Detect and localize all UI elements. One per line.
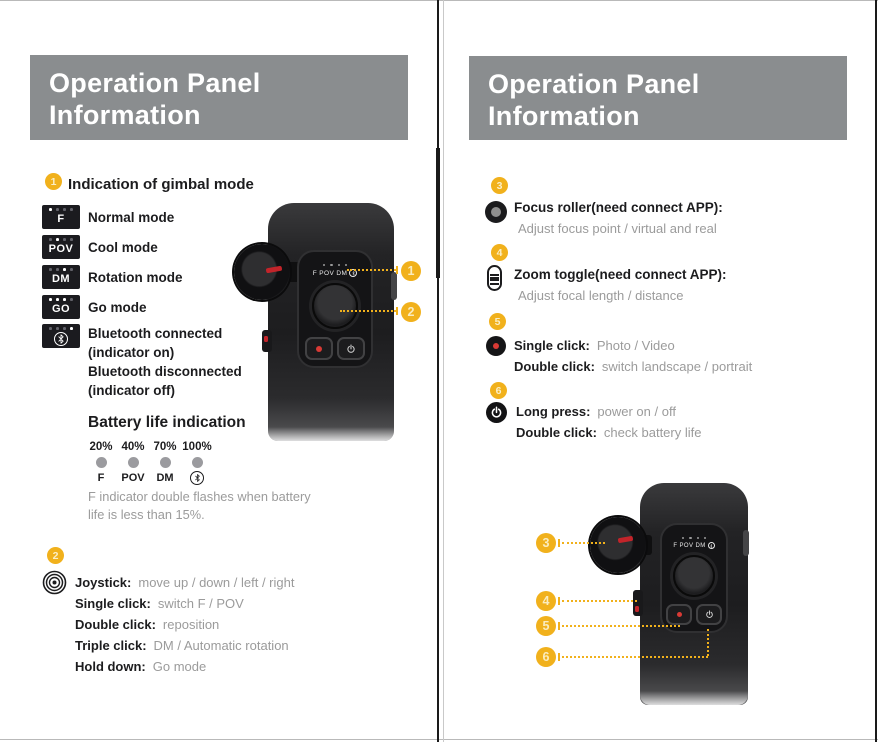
mode-indicator-dots — [49, 208, 73, 211]
record-button — [666, 604, 692, 625]
zoom-toggle-icon — [487, 265, 502, 291]
mode-label: Go mode — [88, 300, 147, 315]
mode-key: F — [57, 212, 65, 225]
battery-bluetooth-label — [181, 471, 213, 484]
callout-line-2 — [340, 310, 396, 312]
bluetooth-line: Bluetooth disconnected — [88, 364, 242, 379]
panel-buttons — [666, 604, 722, 625]
row-label: Single click: — [75, 596, 151, 611]
shutter-row — [514, 359, 752, 374]
row-label: Single click: — [514, 338, 590, 353]
focus-roller-title: Focus roller(need connect APP): — [514, 200, 723, 215]
panel-indicator-dots — [682, 537, 707, 539]
section-5-badge: 5 — [489, 313, 506, 330]
joystick-control — [673, 555, 715, 597]
page-divider — [437, 0, 439, 742]
roller-red-mark — [266, 266, 283, 274]
page-right — [442, 0, 878, 742]
mode-label: Rotation mode — [88, 270, 183, 285]
row-label: Double click: — [516, 425, 597, 440]
gimbal-side-tab — [743, 530, 749, 556]
focus-roller-wheel — [590, 517, 646, 573]
mode-go-icon — [42, 295, 80, 319]
callout-circle-4: 4 — [536, 591, 556, 611]
callout-circle-1: 1 — [401, 261, 421, 281]
row-value: Photo / Video — [596, 338, 675, 353]
mode-label: Normal mode — [88, 210, 175, 225]
bluetooth-line: (indicator off) — [88, 383, 175, 398]
trigger-red-mark — [635, 606, 639, 612]
callout-tick-6 — [558, 653, 560, 661]
mode-key: POV — [48, 242, 74, 255]
row-value: power on / off — [597, 404, 676, 419]
callout-tick-2 — [396, 307, 398, 315]
joystick-row — [75, 638, 289, 653]
battery-dot — [128, 457, 139, 468]
bluetooth-line: Bluetooth connected — [88, 326, 223, 341]
section-4-badge: 4 — [491, 244, 508, 261]
gimbal-side-tab — [391, 272, 397, 300]
mode-key: GO — [51, 302, 71, 315]
callout-tick-1 — [396, 266, 398, 274]
battery-label: POV — [121, 471, 145, 484]
battery-pct: 100% — [182, 441, 212, 453]
page-right-edge — [875, 0, 877, 742]
mode-pov-icon — [42, 235, 80, 259]
page-bottom-edge — [0, 739, 878, 740]
page-top-edge — [0, 0, 878, 1]
section-1-badge: 1 — [45, 173, 62, 190]
joystick-icon — [42, 570, 67, 600]
page-title-text: Operation Panel Information — [488, 69, 700, 131]
callout-circle-6: 6 — [536, 647, 556, 667]
power-button-icon — [486, 402, 507, 423]
battery-dot — [192, 457, 203, 468]
battery-pct: 40% — [121, 441, 145, 453]
row-label: Long press: — [516, 404, 591, 419]
bluetooth-icon — [190, 471, 204, 485]
zoom-toggle-desc: Adjust focal length / distance — [518, 288, 684, 303]
bluetooth-icon — [708, 542, 715, 549]
mode-dm-icon — [42, 265, 80, 289]
callout-line-1 — [347, 269, 396, 271]
control-panel — [297, 250, 373, 368]
page-left — [0, 0, 437, 742]
power-row — [516, 425, 701, 440]
record-button — [305, 337, 333, 360]
row-label: Triple click: — [75, 638, 147, 653]
battery-dot — [160, 457, 171, 468]
battery-note: F indicator double flashes when battery — [88, 489, 311, 504]
row-label: Double click: — [75, 617, 156, 632]
row-value: move up / down / left / right — [138, 575, 295, 590]
focus-roller-icon — [485, 201, 507, 223]
row-value: check battery life — [603, 425, 702, 440]
callout-line-4 — [562, 600, 637, 602]
power-row — [516, 404, 676, 419]
callout-line-5 — [562, 625, 680, 627]
gimbal-trigger — [633, 590, 643, 616]
joystick-row — [75, 575, 294, 590]
row-label: Joystick: — [75, 575, 132, 590]
panel-mode-text — [673, 542, 714, 549]
roller-red-mark — [618, 536, 634, 544]
callout-tick-4 — [558, 597, 560, 605]
page-title — [469, 56, 847, 140]
callout-circle-5: 5 — [536, 616, 556, 636]
mode-indicator-dots — [49, 238, 73, 241]
focus-roller-desc: Adjust focus point / virtual and real — [518, 221, 717, 236]
focus-roller-wheel — [234, 244, 290, 300]
callout-tick-5 — [558, 622, 560, 630]
page-title-text: Operation Panel Information — [49, 68, 261, 130]
joystick-row — [75, 617, 219, 632]
control-panel — [660, 523, 728, 633]
mode-key: DM — [51, 272, 71, 285]
bluetooth-icon — [54, 332, 68, 346]
callout-circle-2: 2 — [401, 302, 421, 322]
callout-line-6 — [562, 656, 708, 658]
section-3-badge: 3 — [491, 177, 508, 194]
battery-label: DM — [156, 471, 174, 484]
trigger-red-mark — [264, 336, 268, 342]
panel-mode-labels: F POV DM — [673, 542, 706, 549]
gimbal-mode-heading: Indication of gimbal mode — [68, 176, 254, 193]
record-button-icon — [486, 336, 506, 356]
battery-note: life is less than 15%. — [88, 507, 205, 522]
mode-label: Cool mode — [88, 240, 158, 255]
row-label: Hold down: — [75, 659, 146, 674]
battery-pct: 70% — [153, 441, 177, 453]
section-6-badge: 6 — [490, 382, 507, 399]
battery-label: F — [97, 471, 105, 484]
battery-dot — [96, 457, 107, 468]
section-2-badge: 2 — [47, 547, 64, 564]
panel-mode-labels: F POV DM — [312, 269, 348, 277]
battery-pct: 20% — [89, 441, 113, 453]
callout-tick-3 — [558, 539, 560, 547]
callout-circle-3: 3 — [536, 533, 556, 553]
page-divider-inner — [443, 0, 444, 742]
joystick-row — [75, 596, 244, 611]
row-value: DM / Automatic rotation — [153, 638, 289, 653]
mode-indicator-dots — [49, 268, 73, 271]
joystick-control — [312, 283, 358, 329]
mode-bluetooth-icon — [42, 324, 80, 348]
page-title — [30, 55, 408, 140]
row-value: switch F / POV — [157, 596, 244, 611]
callout-line-3 — [562, 542, 605, 544]
zoom-toggle-title: Zoom toggle(need connect APP): — [514, 267, 727, 282]
bluetooth-line: (indicator on) — [88, 345, 175, 360]
power-button — [696, 604, 722, 625]
joystick-row — [75, 659, 206, 674]
panel-buttons — [305, 337, 365, 360]
battery-heading: Battery life indication — [88, 414, 246, 431]
row-value: Go mode — [152, 659, 207, 674]
row-value: reposition — [162, 617, 220, 632]
shutter-row — [514, 338, 675, 353]
panel-indicator-dots — [323, 264, 348, 266]
battery-indicator — [85, 441, 225, 489]
row-label: Double click: — [514, 359, 595, 374]
mode-f-icon — [42, 205, 80, 229]
mode-indicator-dots — [49, 327, 73, 330]
page-divider-thick-segment — [436, 148, 440, 278]
mode-indicator-dots — [49, 298, 73, 301]
callout-line-6-vertical — [707, 629, 709, 656]
row-value: switch landscape / portrait — [601, 359, 753, 374]
power-button — [337, 337, 365, 360]
